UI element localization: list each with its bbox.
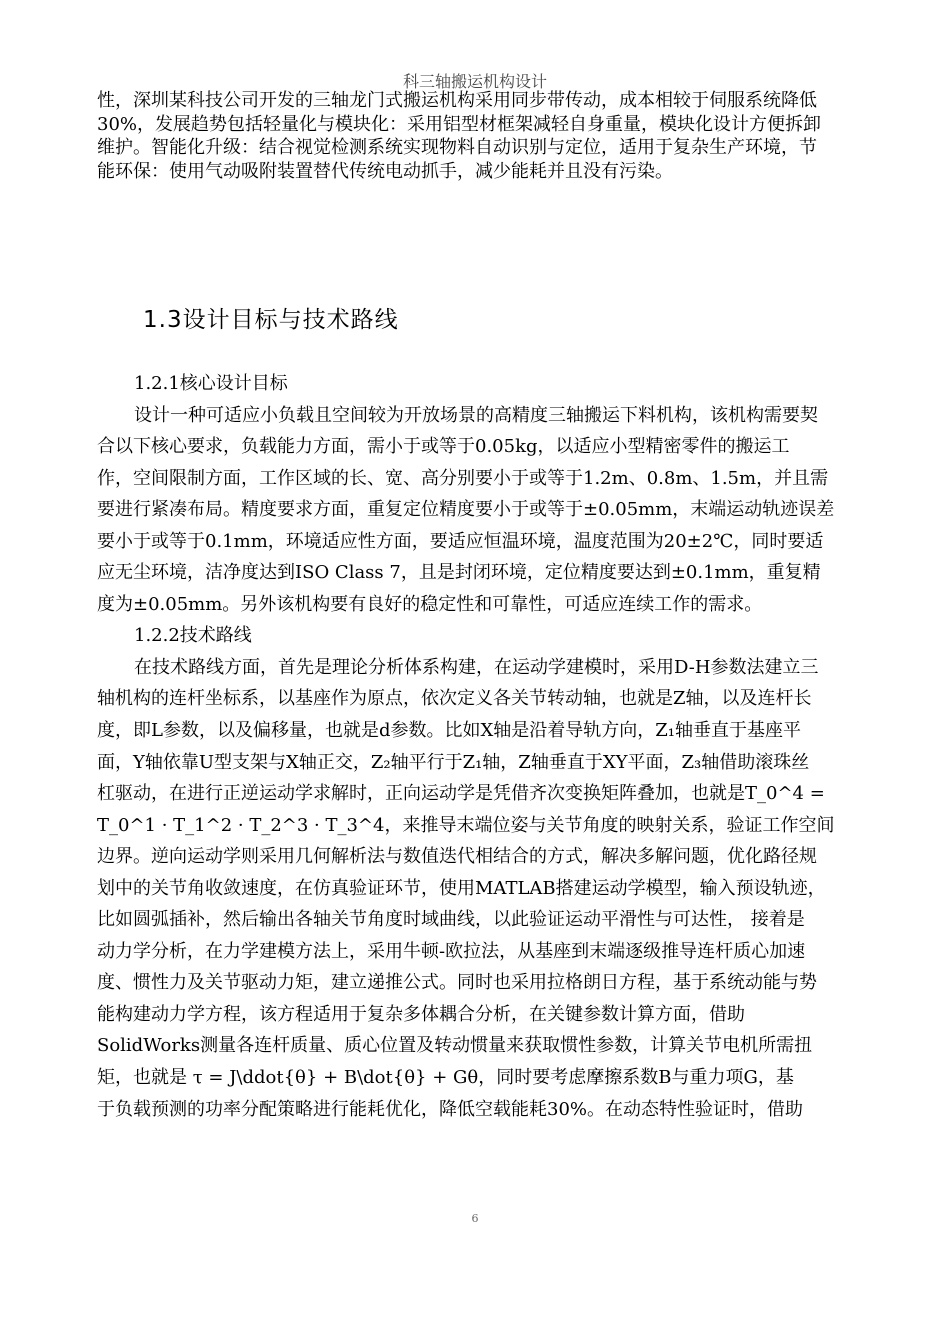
page-number: 6 [471,1212,479,1225]
text-line: 边界。逆向运动学则采用几何解析法与数值迭代相结合的方式，解决多解问题，优化路径规 [97,846,817,868]
text-line: 应无尘环境，洁净度达到ISO Class 7，且是封闭环境，定位精度要达到±0.1mm，重复精 [97,562,821,584]
running-header: 科三轴搬运机构设计 [402,72,547,91]
text-line: 划中的关节角收敛速度，在仿真验证环节，使用MATLAB搭建运动学模型，输入预设轨迹， [97,877,826,899]
text-line: 杠驱动，在进行正逆运动学求解时，正向运动学是凭借齐次变换矩阵叠加，也就是T_0^4 = [97,783,825,805]
text-line: 设计一种可适应小负载且空间较为开放场景的高精度三轴搬运下料机构，该机构需要契 [134,404,818,426]
text-line: 要小于或等于0.1mm，环境适应性方面，要适应恒温环境，温度范围为20±2℃，同时要适 [97,530,824,552]
text-line: 能构建动力学方程，该方程适用于复杂多体耦合分析，在关键参数计算方面，借助 [97,1003,745,1025]
text-line: 能环保：使用气动吸附装置替代传统电动抓手，减少能耗并且没有污染。 [97,160,673,182]
text-line: 30%，发展趋势包括轻量化与模块化：采用铝型材框架减轻自身重量，模块化设计方便拆卸 [97,113,822,135]
top-paragraph [97,89,867,183]
text-line: 度为±0.05mm。另外该机构要有良好的稳定性和可靠性，可适应连续工作的需求。 [97,593,763,615]
text-line: 在技术路线方面，首先是理论分析体系构建，在运动学建模时，采用D-H参数法建立三 [134,656,819,678]
text-line: 作，空间限制方面，工作区域的长、宽、高分别要小于或等于1.2m、0.8m、1.5m，并且需 [97,467,829,489]
text-line: 面，Y轴依靠U型支架与X轴正交，Z₂轴平行于Z₁轴，Z轴垂直于XY平面，Z₃轴借助滚珠丝 [97,751,810,773]
text-line: 维护。智能化升级：结合视觉检测系统实现物料自动识别与定位，适用于复杂生产环境，节 [97,137,817,158]
text-line: 比如圆弧插补，然后输出各轴关节角度时域曲线，以此验证运动平滑性与可达性， 接着是 [97,909,805,931]
text-line: 动力学分析，在力学建模方法上，采用牛顿-欧拉法，从基座到末端逐级推导连杆质心加速 [97,940,806,962]
text-line: 度，即L参数，以及偏移量，也就是d参数。比如X轴是沿着导轨方向，Z₁轴垂直于基座平 [97,720,802,742]
text-line: SolidWorks测量各连杆质量、质心位置及转动惯量来获取惯性参数，计算关节电机所需扭 [97,1035,813,1057]
subsection-heading-route: 1.2.2技术路线 [134,625,252,647]
subsection-heading-goals: 1.2.1核心设计目标 [134,373,288,394]
text-line: 要进行紧凑布局。精度要求方面，重复定位精度要小于或等于±0.05mm，末端运动轨迹误差 [97,499,835,521]
section-title: 1.3设计目标与技术路线 [143,307,399,333]
text-line: 性，深圳某科技公司开发的三轴龙门式搬运机构采用同步带传动，成本相较于伺服系统降低 [97,90,817,111]
text-line: 度、惯性力及关节驱动力矩，建立递推公式。同时也采用拉格朗日方程，基于系统动能与势 [97,972,817,994]
body-text [97,368,855,1125]
text-line: 轴机构的连杆坐标系，以基座作为原点，依次定义各关节转动轴，也就是Z轴，以及连杆长 [97,688,812,710]
text-line: T_0^1 · T_1^2 · T_2^3 · T_3^4，来推导末端位姿与关节角度的映射关系，验证工作空间 [97,814,835,836]
text-line: 合以下核心要求，负载能力方面，需小于或等于0.05kg，以适应小型精密零件的搬运工 [97,436,790,458]
text-line: 矩，也就是 τ = J\ddot{θ} + B\dot{θ} + Gθ，同时要考虑摩擦系数B与重力项G，基 [97,1067,794,1089]
text-line: 于负载预测的功率分配策略进行能耗优化，降低空载能耗30%。在动态特性验证时，借助 [97,1098,804,1120]
